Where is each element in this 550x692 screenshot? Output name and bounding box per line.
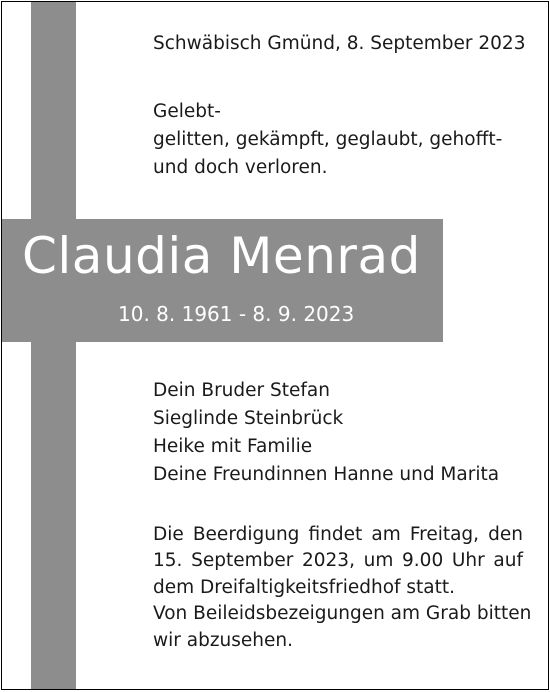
obituary-card bbox=[1, 1, 549, 690]
poem bbox=[153, 98, 502, 182]
place-and-date: Schwäbisch Gmünd, 8. September 2023 bbox=[153, 33, 526, 54]
mourner: Heike mit Familie bbox=[153, 436, 313, 457]
funeral-line: wir abzusehen. bbox=[153, 629, 294, 651]
mourner: Dein Bruder Stefan bbox=[153, 380, 330, 401]
mourner: Sieglinde Steinbrück bbox=[153, 408, 344, 429]
life-dates: 10. 8. 1961 - 8. 9. 2023 bbox=[118, 302, 355, 326]
poem-line: gelitten, gekämpft, geglaubt, gehofft- bbox=[153, 129, 503, 150]
deceased-name: Claudia Menrad bbox=[22, 227, 421, 285]
funeral-line: 15. September 2023, um 9.00 Uhr auf bbox=[153, 550, 523, 572]
funeral-info bbox=[153, 522, 532, 654]
mourners-list bbox=[153, 377, 499, 489]
funeral-line: Die Beerdigung findet am Freitag, den bbox=[153, 524, 523, 545]
funeral-line: dem Dreifaltigkeitsfriedhof statt. bbox=[153, 576, 456, 598]
decorative-gray-stripe bbox=[31, 2, 76, 689]
poem-line: und doch verloren. bbox=[153, 157, 328, 178]
funeral-line: Von Beileidsbezeigungen am Grab bitten bbox=[153, 603, 532, 625]
poem-line: Gelebt- bbox=[153, 101, 221, 122]
mourner: Deine Freundinnen Hanne und Marita bbox=[153, 464, 500, 485]
